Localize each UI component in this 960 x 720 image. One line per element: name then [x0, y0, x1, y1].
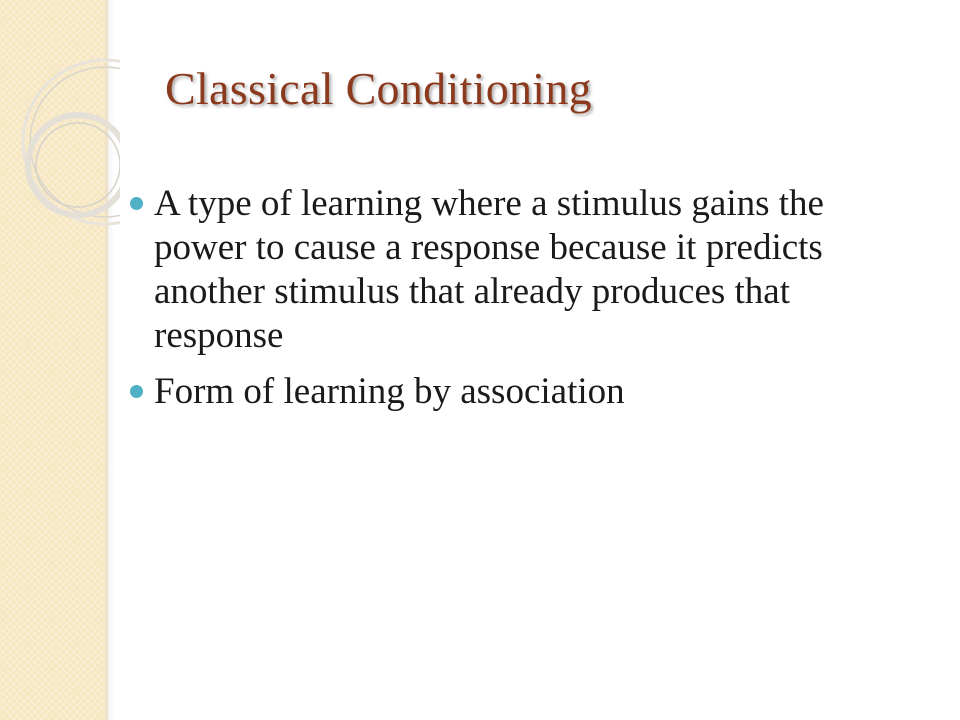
decorative-rings: [0, 0, 120, 260]
bullet-text: Form of learning by association: [154, 371, 625, 412]
bullet-dot-icon: [130, 385, 143, 398]
bullet-item: [130, 182, 870, 358]
bullet-item: [130, 370, 870, 414]
bullet-list: [130, 182, 870, 426]
bullet-dot-icon: [130, 197, 143, 210]
bullet-text: A type of learning where a stimulus gains the power to cause a response because it predicts another stimulus that already produces that response: [154, 183, 824, 356]
slide-title: Classical Conditioning: [165, 63, 592, 114]
